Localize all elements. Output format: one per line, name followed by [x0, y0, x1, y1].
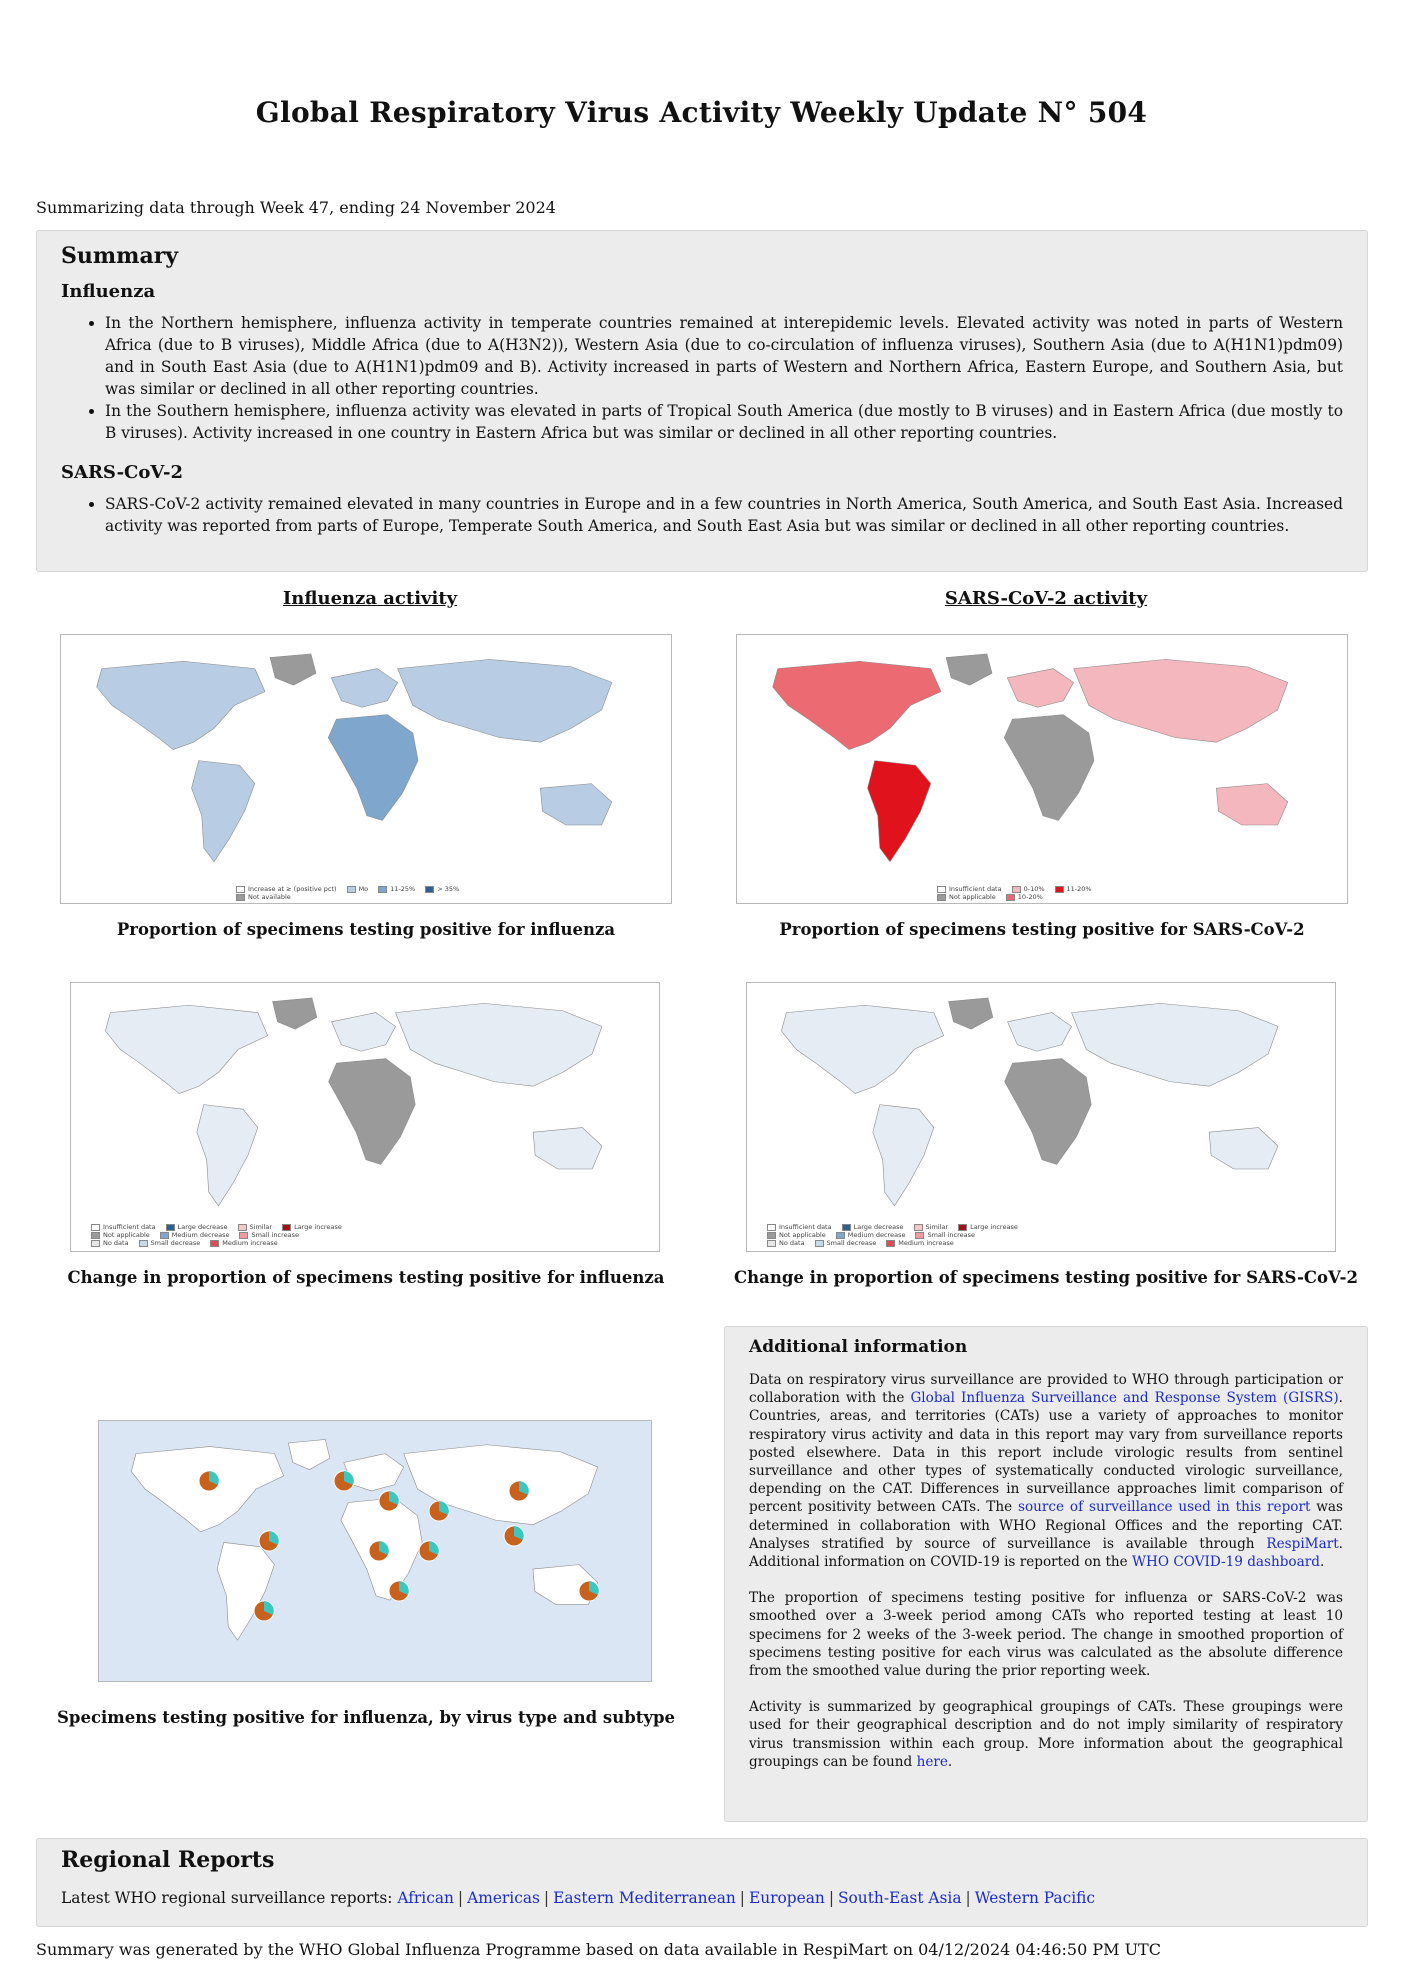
asia-shape	[1074, 659, 1288, 742]
sars-change-caption: Change in proportion of specimens testing positive for SARS-CoV-2	[734, 1268, 1358, 1287]
region-link-americas[interactable]: Americas	[467, 1889, 540, 1907]
sars-proportion-map	[736, 634, 1348, 904]
asia-shape	[1072, 1003, 1279, 1086]
influenza-change-map	[70, 982, 660, 1252]
greenland-shape	[270, 654, 316, 685]
influenza-point: • In the Southern hemisphere, influenza activity was elevated in parts of Tropical South America (due mostly to B viruses) and in Eastern Africa (due mostly to B viruses). Activity increased in one country in Eastern Africa but was similar or declined in all other reporting countries.	[105, 400, 1343, 444]
sars-proportion-caption: Proportion of specimens testing positive for SARS-CoV-2	[779, 920, 1305, 939]
separator: |	[457, 1889, 464, 1907]
additional-paragraph	[749, 1698, 1343, 1771]
text: Activity is summarized by geographical groupings of CATs. These groupings were used for their geographical description and do not imply similarity of respiratory virus transmission within each group. More information about the geographical groupings can be found	[749, 1699, 1343, 1770]
influenza-heading: Influenza	[61, 281, 156, 302]
separator: |	[828, 1889, 834, 1907]
sars-points	[81, 493, 1343, 537]
region-link-african[interactable]: African	[397, 1889, 454, 1907]
influenza-subtype-map	[98, 1420, 652, 1682]
surveillance-source-link[interactable]: source of surveillance used in this report	[1017, 1499, 1311, 1516]
sars-change-map	[746, 982, 1336, 1252]
sars-activity-title: SARS-CoV-2 activity	[944, 588, 1148, 609]
south-america-shape	[873, 1105, 934, 1206]
north-america-shape	[105, 1005, 267, 1093]
regional-prefix: Latest WHO regional surveillance reports:	[61, 1889, 393, 1907]
map-legend: Insufficient data 0-10% 11-20% Not applicable 10-20%	[937, 885, 1092, 901]
greenland-shape	[288, 1439, 330, 1469]
europe-shape	[1008, 1013, 1072, 1052]
influenza-activity-title: Influenza activity	[282, 588, 458, 609]
north-america-shape	[773, 661, 941, 749]
influenza-subtype-caption: Specimens testing positive for influenza, by virus type and subtype	[57, 1708, 675, 1727]
africa-shape	[328, 715, 418, 821]
additional-information-panel	[724, 1326, 1368, 1822]
europe-shape	[331, 669, 397, 708]
additional-paragraph	[749, 1371, 1343, 1571]
australia-shape	[533, 1128, 602, 1169]
additional-information-heading: Additional information	[749, 1337, 968, 1357]
map-legend: Insufficient data Large decrease Similar Large increase Not applicable Medium decrease Small increase No data Small decrease Medium increase	[767, 1223, 1018, 1247]
europe-shape	[332, 1013, 396, 1052]
africa-shape	[1005, 1059, 1092, 1165]
separator: |	[739, 1889, 745, 1907]
south-america-shape	[192, 761, 255, 862]
text: .	[947, 1753, 953, 1770]
influenza-proportion-map	[60, 634, 672, 904]
regional-links-line	[61, 1889, 1343, 1907]
greenland-shape	[949, 998, 993, 1029]
text: . Countries, areas, and territories (CATs) use a variety of approaches to monitor respiratory virus activity and data in this report may vary from surveillance reports posted elsewhere. Data in this report include virologic results from sentinel surveillance and other types of systematically conducted virologic surveillance, depending on the CAT. Differences in surveillance approaches limit comparison of percent positivity between CATs. The	[749, 1390, 1343, 1516]
greenland-shape	[946, 654, 992, 685]
north-america-shape	[97, 661, 265, 749]
europe-shape	[1007, 669, 1073, 708]
reporting-period: Summarizing data through Week 47, ending 24 November 2024	[36, 198, 556, 217]
region-link-western-pacific[interactable]: Western Pacific	[974, 1889, 1096, 1907]
australia-shape	[1209, 1128, 1278, 1169]
covid-dashboard-link[interactable]: WHO COVID-19 dashboard	[1132, 1554, 1320, 1571]
australia-shape	[540, 784, 611, 825]
regional-reports-heading: Regional Reports	[61, 1847, 275, 1873]
respimart-link[interactable]: RespiMart	[1266, 1535, 1339, 1552]
africa-shape	[1004, 715, 1094, 821]
text: .	[1319, 1554, 1325, 1571]
separator: |	[965, 1889, 971, 1907]
groupings-here-link[interactable]: here	[916, 1753, 948, 1770]
africa-shape	[329, 1059, 416, 1165]
text: was determined in collaboration with WHO Regional Offices and the reporting CAT. Analyses stratified by source of surveillance is available through	[749, 1499, 1343, 1552]
influenza-point: • In the Northern hemisphere, influenza activity in temperate countries remained at interepidemic levels. Elevated activity was noted in parts of Western Africa (due to B viruses), Middle Africa (due to A(H3N2)), Western Asia (due to co-circulation of influenza viruses), Southern Asia (due to A(H1N1)pdm09) and in South East Asia (due to A(H1N1)pdm09 and B). Activity increased in parts of Western and Northern Africa, Eastern Europe, and Southern Asia, but was similar or declined in all other reporting countries.	[105, 312, 1343, 400]
influenza-points	[81, 312, 1343, 444]
region-link-eastern-mediterranean[interactable]: Eastern Mediterranean	[553, 1889, 736, 1907]
gisrs-link[interactable]: Global Influenza Surveillance and Response System (GISRS)	[910, 1390, 1339, 1407]
regional-reports-panel	[36, 1838, 1368, 1927]
sars-heading: SARS-CoV-2	[61, 462, 184, 483]
text: Data on respiratory virus surveillance are provided to WHO through participation or collaboration with the	[749, 1372, 1343, 1407]
separator: |	[543, 1889, 550, 1907]
south-america-shape	[217, 1542, 274, 1640]
summary-heading: Summary	[61, 243, 179, 269]
summary-panel	[36, 230, 1368, 572]
page-title: Global Respiratory Virus Activity Weekly Update N° 504	[255, 96, 1148, 129]
north-america-shape	[781, 1005, 943, 1093]
asia-shape	[398, 659, 612, 742]
australia-shape	[1216, 784, 1287, 825]
map-legend: Insufficient data Large decrease Similar Large increase Not applicable Medium decrease Small increase No data Small decrease Medium increase	[91, 1223, 342, 1247]
additional-paragraph: The proportion of specimens testing positive for influenza or SARS-CoV-2 was smoothed over a 3-week period among CATs who reported testing at least 10 specimens for 2 weeks of the 3-week period. The change in smoothed proportion of specimens testing positive for each virus was calculated as the absolute difference from the smoothed value during the prior reporting week.	[749, 1590, 1343, 1680]
south-america-shape	[868, 761, 931, 862]
region-link-european[interactable]: European	[748, 1889, 825, 1907]
text: . Additional information on COVID-19 is reported on the	[749, 1535, 1343, 1571]
influenza-change-caption: Change in proportion of specimens testing positive for influenza	[67, 1268, 665, 1287]
map-legend: Increase at ≥ (positive pct) Mo 11-25% > 35% Not available	[236, 885, 459, 901]
region-link-south-east-asia[interactable]: South-East Asia	[838, 1889, 962, 1907]
greenland-shape	[273, 998, 317, 1029]
sars-point: • SARS-CoV-2 activity remained elevated in many countries in Europe and in a few countries in North America, South America, and South East Asia. Increased activity was reported from parts of Europe, Temperate South America, and South East Asia but was similar or declined in all other reporting countries.	[105, 493, 1343, 537]
south-america-shape	[197, 1105, 258, 1206]
asia-shape	[396, 1003, 603, 1086]
generation-footer: Summary was generated by the WHO Global Influenza Programme based on data available in RespiMart on 04/12/2024 04:46:50 PM UTC	[36, 1940, 1161, 1959]
influenza-proportion-caption: Proportion of specimens testing positive for influenza	[116, 920, 616, 939]
